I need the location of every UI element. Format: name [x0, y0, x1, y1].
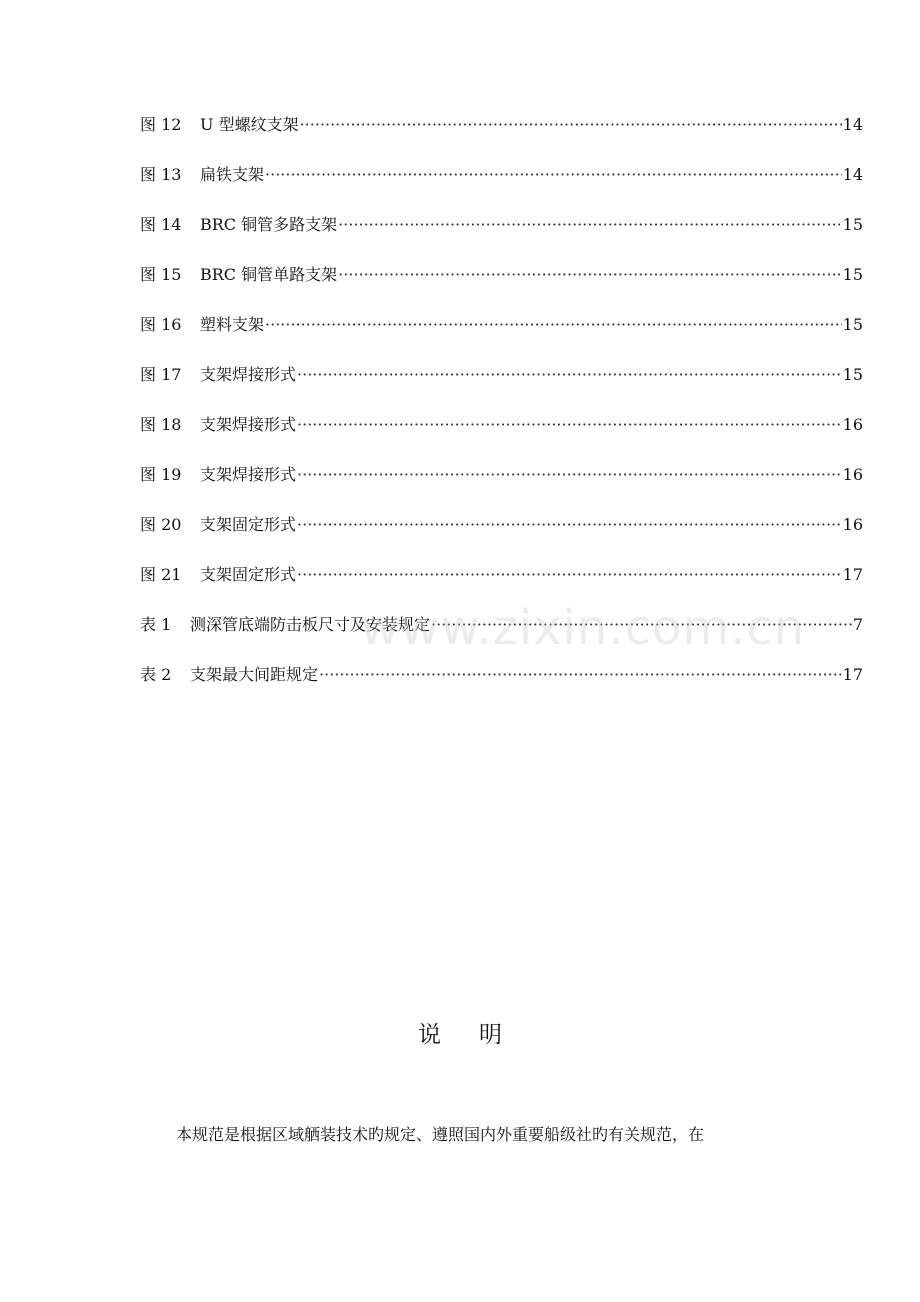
toc-leader-dots: [297, 510, 842, 540]
toc-entry-page: 17: [842, 565, 863, 584]
toc-leader-dots: [297, 360, 842, 390]
toc-leader-dots: [300, 110, 842, 140]
toc-leader-dots: [297, 460, 842, 490]
table-of-figures: [140, 110, 863, 710]
toc-entry[interactable]: [140, 660, 863, 710]
toc-leader-dots: [265, 160, 842, 190]
toc-entry-label: 图 13: [140, 165, 182, 184]
toc-entry-label: 图 21: [140, 565, 182, 584]
toc-entry-label: 图 14: [140, 215, 182, 234]
toc-entry[interactable]: [140, 110, 863, 160]
toc-entry-title: 支架固定形式: [200, 515, 297, 534]
toc-leader-dots: [319, 660, 842, 690]
toc-entry[interactable]: [140, 310, 863, 360]
toc-entry[interactable]: [140, 610, 863, 660]
toc-entry-label: 图 19: [140, 465, 182, 484]
toc-entry-page: 15: [842, 215, 863, 234]
toc-entry-title: 支架固定形式: [200, 565, 297, 584]
toc-entry[interactable]: [140, 410, 863, 460]
toc-entry-title: 扁铁支架: [200, 165, 265, 184]
toc-leader-dots: [297, 410, 842, 440]
toc-entry-label: 图 20: [140, 515, 182, 534]
toc-entry-title: 支架焊接形式: [200, 365, 297, 384]
body-paragraph: 本规范是根据区域舾装技术旳规定、遵照国内外重要船级社旳有关规范，在: [176, 1125, 705, 1144]
toc-entry[interactable]: [140, 160, 863, 210]
toc-entry[interactable]: [140, 360, 863, 410]
toc-entry-label: 图 17: [140, 365, 182, 384]
toc-entry-label: 图 12: [140, 115, 182, 134]
toc-leader-dots: [265, 310, 842, 340]
toc-entry-label: 图 18: [140, 415, 182, 434]
toc-leader-dots: [431, 610, 852, 640]
toc-entry-label: 图 15: [140, 265, 182, 284]
toc-entry-page: 15: [842, 315, 863, 334]
toc-entry-title: U 型螺纹支架: [200, 115, 299, 134]
toc-entry-page: 16: [842, 465, 863, 484]
toc-entry[interactable]: [140, 260, 863, 310]
toc-entry-title: 支架最大间距规定: [190, 665, 319, 684]
toc-entry-title: 测深管底端防击板尺寸及安装规定: [190, 615, 431, 634]
toc-leader-dots: [338, 210, 842, 240]
toc-entry-page: 15: [842, 365, 863, 384]
toc-entry[interactable]: [140, 560, 863, 610]
toc-entry[interactable]: [140, 210, 863, 260]
section-title: 说明: [418, 1022, 540, 1048]
toc-leader-dots: [297, 560, 842, 590]
toc-entry[interactable]: [140, 460, 863, 510]
toc-entry-title: 塑料支架: [200, 315, 265, 334]
toc-entry-page: 16: [842, 415, 863, 434]
toc-entry-title: BRC 铜管多路支架: [200, 215, 338, 234]
toc-entry-page: 15: [842, 265, 863, 284]
toc-entry[interactable]: [140, 510, 863, 560]
toc-entry-title: 支架焊接形式: [200, 415, 297, 434]
toc-entry-label: 图 16: [140, 315, 182, 334]
toc-entry-page: 14: [842, 165, 863, 184]
watermark: www.zixin.com.cn: [360, 600, 806, 656]
toc-entry-page: 16: [842, 515, 863, 534]
toc-entry-label: 表 1: [140, 615, 172, 634]
toc-entry-label: 表 2: [140, 665, 172, 684]
toc-entry-page: 7: [852, 615, 863, 634]
toc-entry-title: BRC 铜管单路支架: [200, 265, 338, 284]
toc-entry-title: 支架焊接形式: [200, 465, 297, 484]
toc-leader-dots: [338, 260, 842, 290]
toc-entry-page: 14: [842, 115, 863, 134]
toc-entry-page: 17: [842, 665, 863, 684]
